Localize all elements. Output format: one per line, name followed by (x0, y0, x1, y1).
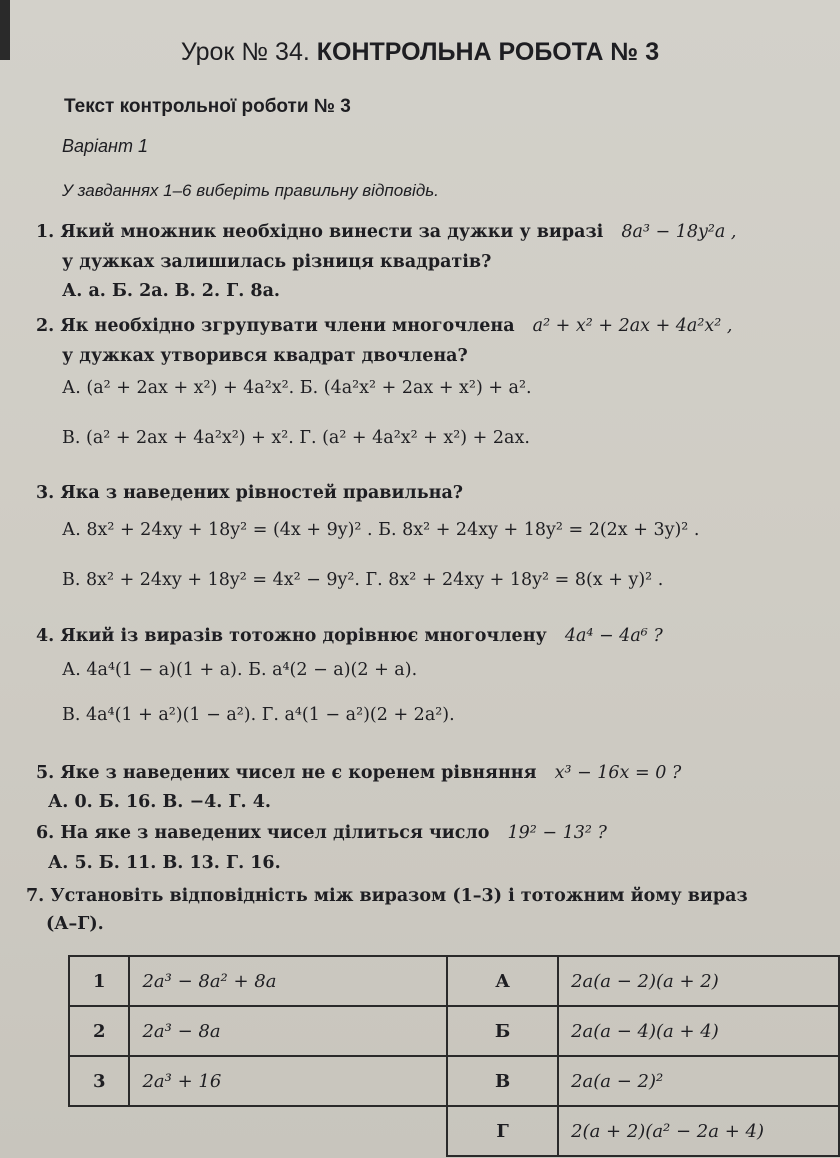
table-row (69, 1056, 839, 1106)
variant-label: Варіант 1 (62, 136, 148, 156)
row-letter: А (447, 956, 558, 1006)
row-expression: 2a³ + 16 (129, 1056, 447, 1106)
row-result: 2a(a − 2)² (558, 1056, 839, 1106)
row-number: 2 (69, 1006, 129, 1056)
q4-line1: 4. Який із виразів тотожно дорівнює многочлену 4a⁴ − 4a⁶ ? (36, 626, 663, 646)
title-prefix: Урок № 34. (180, 38, 317, 66)
q5-answers: А. 0. Б. 16. В. −4. Г. 4. (48, 792, 272, 812)
q2-line1: 2. Як необхідно згрупувати члени многочлена a² + x² + 2ax + 4a²x² , (36, 316, 733, 336)
q5-expr: x³ − 16x = 0 ? (554, 763, 682, 783)
q2-options-ab: А. (a² + 2ax + x²) + 4a²x². Б. (4a²x² + 2ax + x²) + a². (62, 378, 532, 398)
q7-line2: (А–Г). (46, 914, 104, 934)
instruction: У завданнях 1–6 виберіть правильну відповідь. (62, 181, 439, 200)
page-title (0, 38, 840, 67)
q6-line1: 6. На яке з наведених чисел ділиться число 19² − 13² ? (36, 823, 607, 843)
matching-table (68, 955, 840, 1157)
row-letter: В (447, 1056, 558, 1106)
q2-expr: a² + x² + 2ax + 4a²x² , (532, 316, 733, 336)
table-row (69, 1006, 839, 1056)
q7-line1: 7. Установіть відповідність між виразом (1–3) і тотожним йому вираз (26, 886, 748, 906)
row-letter: Г (447, 1106, 558, 1156)
q1-answers: А. a. Б. 2a. В. 2. Г. 8a. (62, 281, 281, 301)
row-number: 1 (69, 956, 129, 1006)
q6-expr: 19² − 13² ? (507, 823, 607, 843)
q2-line2: у дужках утворився квадрат двочлена? (62, 346, 468, 366)
row-letter: Б (447, 1006, 558, 1056)
q3-options-ab: А. 8x² + 24xy + 18y² = (4x + 9y)² . Б. 8x² + 24xy + 18y² = 2(2x + 3y)² . (62, 520, 700, 540)
row-expression: 2a³ − 8a (129, 1006, 447, 1056)
q4-expr: 4a⁴ − 4a⁶ ? (564, 626, 663, 646)
q2-options-vg: В. (a² + 2ax + 4a²x²) + x². Г. (a² + 4a²x² + x²) + 2ax. (62, 428, 530, 448)
q6-answers: А. 5. Б. 11. В. 13. Г. 16. (48, 853, 281, 873)
q1-expr: 8a³ − 18y²a , (621, 222, 737, 242)
row-number: 3 (69, 1056, 129, 1106)
q4-options-vg: В. 4a⁴(1 + a²)(1 − a²). Г. a⁴(1 − a²)(2 + 2a²). (62, 705, 455, 725)
subtitle: Текст контрольної роботи № 3 (64, 96, 351, 117)
q3-line1: 3. Яка з наведених рівностей правильна? (36, 483, 464, 503)
q1-line2: у дужках залишилась різниця квадратів? (62, 252, 492, 272)
q1-line1: 1. Який множник необхідно винести за дужки у виразі 8a³ − 18y²a , (36, 222, 737, 242)
q5-line1: 5. Яке з наведених чисел не є коренем рівняння x³ − 16x = 0 ? (36, 763, 682, 783)
row-expression: 2a³ − 8a² + 8a (129, 956, 447, 1006)
table-row (69, 956, 839, 1006)
q4-options-ab: А. 4a⁴(1 − a)(1 + a). Б. a⁴(2 − a)(2 + a). (62, 660, 418, 680)
row-result: 2(a + 2)(a² − 2a + 4) (558, 1106, 839, 1156)
table-row (69, 1106, 839, 1156)
row-result: 2a(a − 4)(a + 4) (558, 1006, 839, 1056)
row-result: 2a(a − 2)(a + 2) (558, 956, 839, 1006)
q3-options-vg: В. 8x² + 24xy + 18y² = 4x² − 9y². Г. 8x² + 24xy + 18y² = 8(x + y)² . (62, 570, 664, 590)
title-bold: КОНТРОЛЬНА РОБОТА № 3 (316, 38, 660, 66)
